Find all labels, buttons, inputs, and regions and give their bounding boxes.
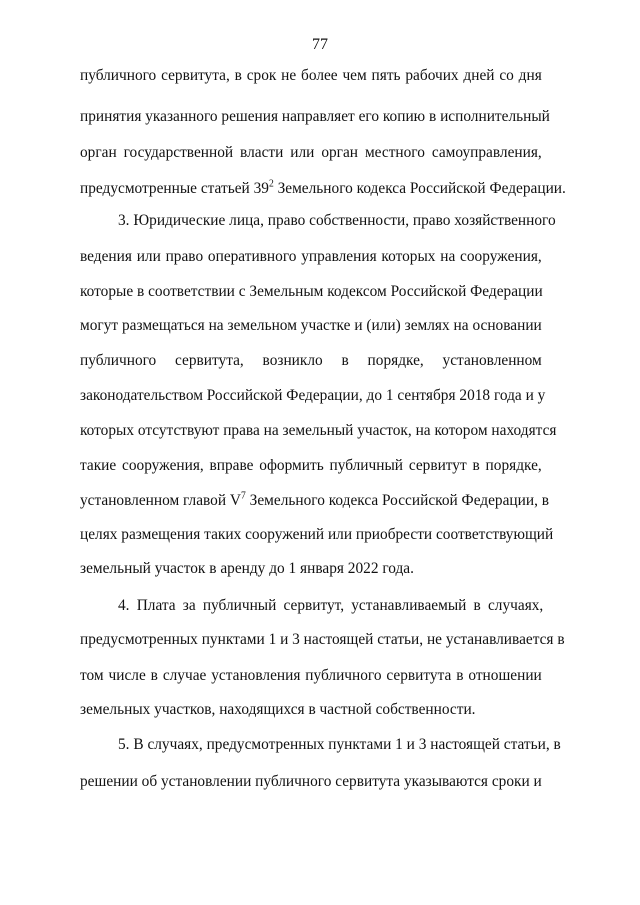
- text-line: предусмотренных пунктами 1 и 3 настоящей статьи, не устанавливается в: [80, 631, 565, 648]
- text-line: установленном главой $V^7$ Земельного кодекса Российской Федерации, в: [80, 490, 550, 509]
- text-line: публичного сервитута, в срок не более чем пять рабочих дней со дня: [80, 67, 542, 84]
- text-line: публичного сервитута, возникло в порядке, установленном: [80, 352, 542, 369]
- text-line: которых отсутствуют права на земельный участок, на котором находятся: [80, 422, 557, 439]
- text-line: земельный участок в аренду до 1 января 2022 года.: [80, 560, 414, 577]
- text-line: орган государственной власти или орган местного самоуправления,: [80, 144, 542, 161]
- paragraph-4-first-line: 4. Плата за публичный сервитут, устанавливаемый в случаях,: [118, 597, 544, 614]
- text-line: которые в соответствии с Земельным кодексом Российской Федерации: [80, 283, 543, 300]
- paragraph-5-first-line: 5. В случаях, предусмотренных пунктами 1 и 3 настоящей статьи, в: [118, 736, 561, 753]
- text-line: законодательством Российской Федерации, до 1 сентября 2018 года и у: [80, 387, 546, 404]
- text-line: могут размещаться на земельном участке и (или) землях на основании: [80, 317, 542, 334]
- text-line: такие сооружения, вправе оформить публичный сервитут в порядке,: [80, 457, 542, 474]
- text-line: целях размещения таких сооружений или приобрести соответствующий: [80, 526, 554, 543]
- paragraph-3-first-line: 3. Юридические лица, право собственности, право хозяйственного: [118, 212, 556, 229]
- text-line: том числе в случае установления публичного сервитута в отношении: [80, 667, 542, 684]
- text-line: земельных участков, находящихся в частной собственности.: [80, 701, 476, 718]
- text-line: решении об установлении публичного сервитута указываются сроки и: [80, 773, 542, 790]
- text-line: принятия указанного решения направляет его копию в исполнительный: [80, 108, 550, 125]
- text-line: ведения или право оперативного управления которых на сооружения,: [80, 248, 542, 265]
- page-number: 77: [312, 36, 328, 53]
- text-line: предусмотренные статьей $39^2$ Земельного кодекса Российской Федерации.: [80, 178, 566, 197]
